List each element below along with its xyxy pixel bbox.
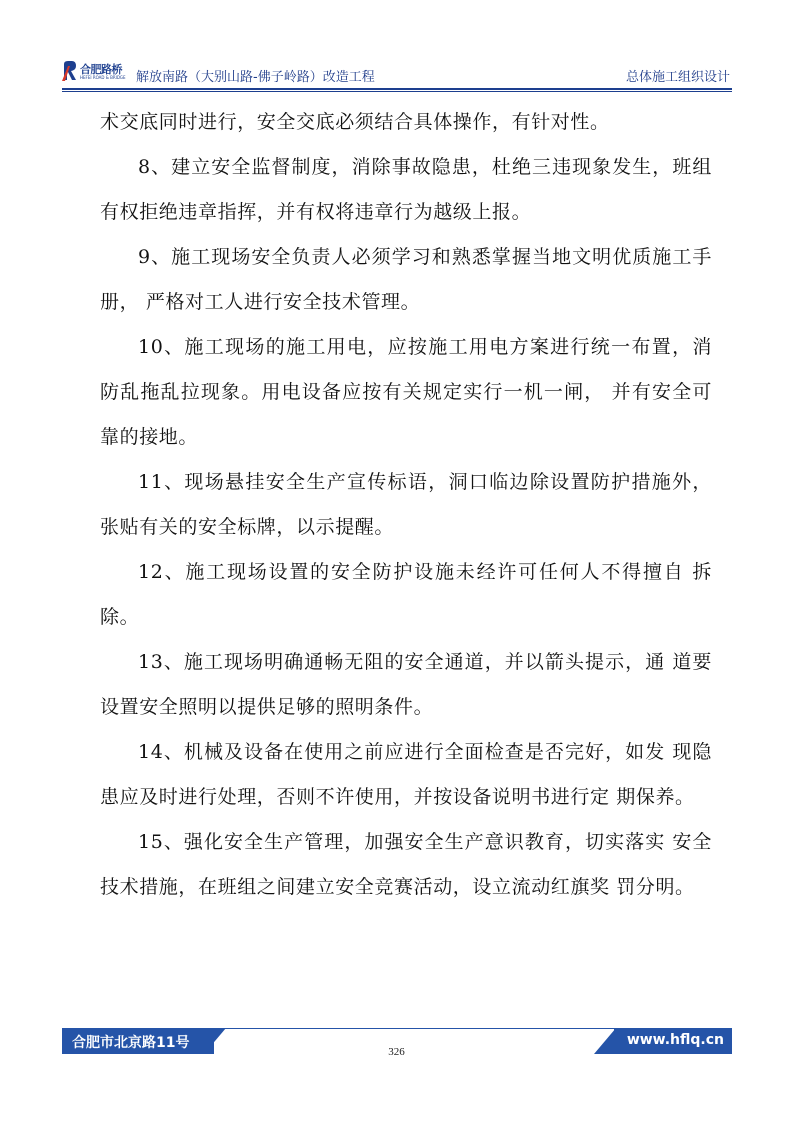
project-title: 解放南路（大别山路-佛子岭路）改造工程 <box>136 70 375 85</box>
paragraph: 11、现场悬挂安全生产宣传标语，洞口临边除设置防护措施外，张贴有关的安全标牌，以示提醒。 <box>100 471 712 538</box>
paragraph: 9、施工现场安全负责人必须学习和熟悉掌握当地文明优质施工手册， 严格对工人进行安全技术管理。 <box>100 246 712 313</box>
document-body <box>100 100 712 910</box>
header-divider-thin <box>62 91 732 92</box>
paragraph: 12、施工现场设置的安全防护设施未经许可任何人不得擅自 拆除。 <box>100 561 712 628</box>
footer-website: www.hflq.cn <box>626 1032 724 1048</box>
company-logo <box>62 58 124 88</box>
document-section: 总体施工组织设计 <box>625 70 730 85</box>
logo-mark-icon <box>62 60 78 82</box>
header-divider <box>62 88 732 90</box>
paragraph: 14、机械及设备在使用之前应进行全面检查是否完好，如发 现隐患应及时进行处理，否则不许使用，并按设备说明书进行定 期保养。 <box>100 741 712 808</box>
page-header <box>62 58 732 92</box>
footer-address: 合肥市北京路11号 <box>72 1035 190 1051</box>
logo-subtext: HEFEI ROAD & BRIDGE <box>80 75 126 80</box>
paragraph: 10、施工现场的施工用电，应按施工用电方案进行统一布置，消防乱拖乱拉现象。用电设备应按有关规定实行一机一闸， 并有安全可靠的接地。 <box>100 336 712 448</box>
paragraph: 8、建立安全监督制度，消除事故隐患，杜绝三违现象发生，班组有权拒绝违章指挥，并有权将违章行为越级上报。 <box>100 156 712 223</box>
paragraph: 13、施工现场明确通畅无阻的安全通道，并以箭头提示，通 道要设置安全照明以提供足够的照明条件。 <box>100 651 712 718</box>
paragraph: 术交底同时进行，安全交底必须结合具体操作，有针对性。 <box>100 111 610 133</box>
logo-text: 合肥路桥 <box>80 63 122 76</box>
footer-divider <box>222 1028 622 1029</box>
page-number: 326 <box>388 1046 405 1058</box>
paragraph: 15、强化安全生产管理，加强安全生产意识教育，切实落实 安全技术措施，在班组之间建立安全竞赛活动，设立流动红旗奖 罚分明。 <box>100 831 712 898</box>
